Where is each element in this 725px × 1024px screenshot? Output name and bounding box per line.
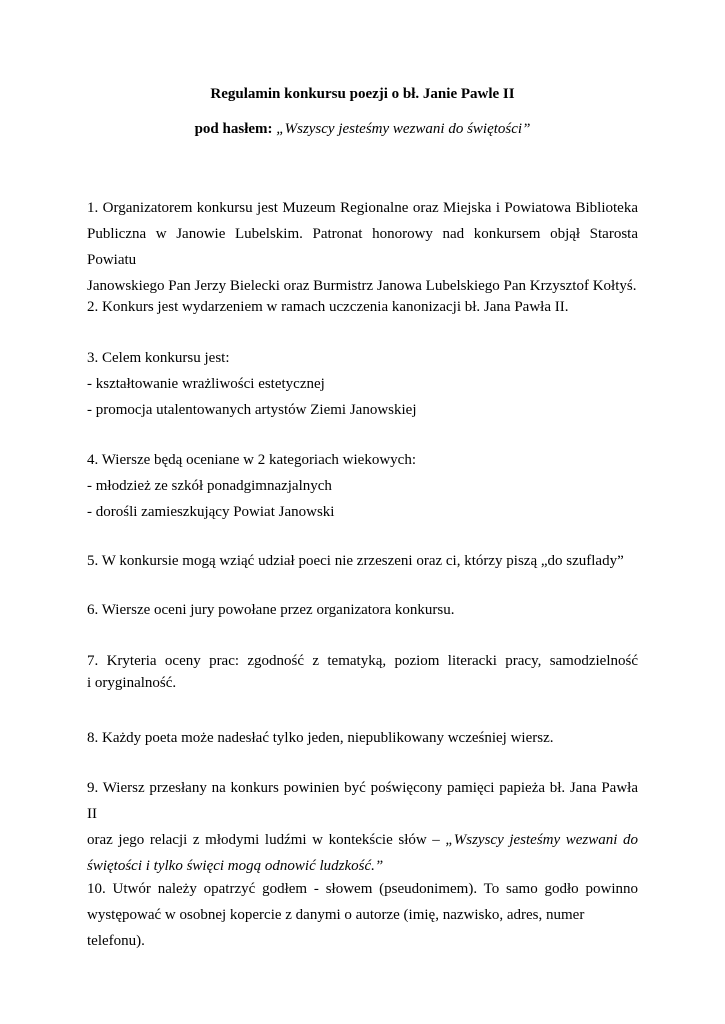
subtitle-motto: „Wszyscy jesteśmy wezwani do świętości” (276, 121, 531, 137)
paragraph-1-line-1: 1. Organizatorem konkursu jest Muzeum Regionalne oraz Miejska i Powiatowa Biblioteka (87, 200, 638, 216)
paragraph-1 (87, 195, 638, 299)
paragraph-10-line-1: 10. Utwór należy opatrzyć godłem - słowem (pseudonimem). To samo godło powinno (87, 881, 638, 897)
paragraph-1-line-3: Janowskiego Pan Jerzy Bielecki oraz Burmistrz Janowa Lubelskiego Pan Krzysztof Kołtyś. (87, 278, 637, 294)
subtitle-label: pod hasłem: (194, 121, 273, 137)
paragraph-10 (87, 876, 638, 954)
paragraph-4 (87, 447, 638, 525)
paragraph-3 (87, 345, 638, 423)
paragraph-3-line-2: - kształtowanie wrażliwości estetycznej (87, 376, 325, 392)
paragraph-5 (87, 548, 638, 574)
paragraph-9-line-1: 9. Wiersz przesłany na konkurs powinien być poświęcony pamięci papieża bł. Jana Pawła II (87, 780, 638, 822)
document-subtitle (0, 121, 725, 138)
paragraph-4-line-1: 4. Wiersze będą oceniane w 2 kategoriach wiekowych: (87, 452, 416, 468)
paragraph-10-line-2: występować w osobnej kopercie z danymi o autorze (imię, nazwisko, adres, numer telefonu). (87, 907, 585, 949)
paragraph-4-line-2: - młodzież ze szkół ponadgimnazjalnych (87, 478, 332, 494)
paragraph-9-line-2 (87, 827, 638, 853)
paragraph-9-line-2-text: oraz jego relacji z młodymi ludźmi w kontekście słów – (87, 832, 440, 848)
paragraph-2 (87, 294, 638, 320)
paragraph-7-line-2: i oryginalność. (87, 675, 177, 691)
paragraph-3-line-3: - promocja utalentowanych artystów Ziemi Janowskiej (87, 402, 417, 418)
paragraph-8-text: 8. Każdy poeta może nadesłać tylko jeden, niepublikowany wcześniej wiersz. (87, 730, 554, 746)
paragraph-6 (87, 597, 638, 623)
paragraph-7-line-1: 7. Kryteria oceny prac: zgodność z tematyką, poziom literacki pracy, samodzielność (87, 653, 638, 669)
paragraph-1-line-2: Publiczna w Janowie Lubelskim. Patronat honorowy nad konkursem objął Starosta Powiatu (87, 226, 638, 268)
paragraph-4-line-3: - dorośli zamieszkujący Powiat Janowski (87, 504, 335, 520)
paragraph-9-quote-start: „Wszyscy jesteśmy wezwani do (445, 832, 639, 848)
paragraph-3-line-1: 3. Celem konkursu jest: (87, 350, 230, 366)
document-title: Regulamin konkursu poezji o bł. Janie Pawle II (210, 86, 515, 102)
paragraph-9-quote-end: świętości i tylko święci mogą odnowić ludzkość.” (87, 858, 384, 874)
paragraph-5-text: 5. W konkursie mogą wziąć udział poeci nie zrzeszeni oraz ci, którzy piszą „do szuflady” (87, 553, 624, 569)
paragraph-9 (87, 775, 638, 879)
paragraph-7 (87, 648, 638, 696)
paragraph-8 (87, 725, 638, 751)
paragraph-2-text: 2. Konkurs jest wydarzeniem w ramach uczczenia kanonizacji bł. Jana Pawła II. (87, 299, 569, 315)
paragraph-6-text: 6. Wiersze oceni jury powołane przez organizatora konkursu. (87, 602, 455, 618)
